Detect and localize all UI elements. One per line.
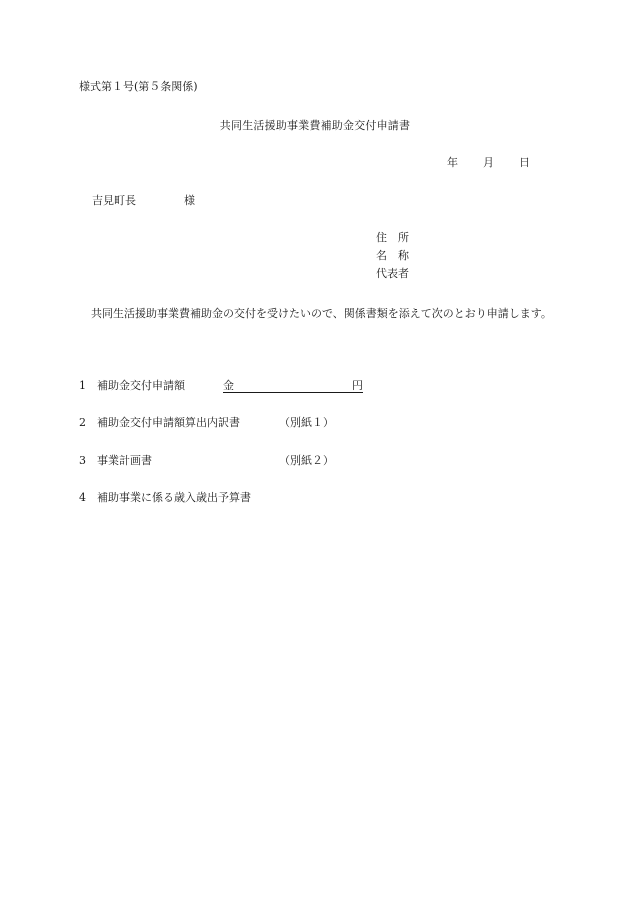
item-label: 事業計画書: [97, 454, 152, 467]
list-item-2: [79, 416, 334, 430]
applicant-block: [376, 231, 409, 285]
body-text: 共同生活援助事業費補助金の交付を受けたいので、関係書類を添えて次のとおり申請します。: [91, 307, 552, 320]
representative-label: 代表者: [376, 267, 409, 280]
addressee-name: 吉見町長: [92, 194, 136, 207]
item-label: 補助金交付申請額算出内訳書: [97, 416, 240, 429]
list-item-3: [79, 454, 334, 468]
list-item-4: [79, 491, 251, 505]
address-label: 住 所: [376, 231, 409, 244]
date-month-label: 月: [483, 156, 494, 169]
item-number: 4: [79, 491, 86, 504]
item-number: 1: [79, 379, 86, 392]
item-note: （別紙１）: [279, 416, 334, 429]
item-label: 補助金交付申請額: [97, 379, 185, 392]
addressee-honorific: 様: [184, 194, 195, 207]
list-item-1: [79, 379, 363, 393]
item-note: （別紙２）: [279, 454, 334, 467]
form-number: 様式第１号(第５条関係): [79, 80, 198, 93]
item-number: 3: [79, 454, 86, 467]
amount-field: [223, 379, 363, 393]
name-label: 名 称: [376, 249, 409, 262]
item-number: 2: [79, 416, 86, 429]
date-day-label: 日: [519, 156, 530, 169]
addressee: [92, 194, 195, 208]
amount-suffix: 円: [352, 379, 363, 392]
document-title: 共同生活援助事業費補助金交付申請書: [219, 119, 411, 132]
amount-prefix: 金: [223, 379, 234, 392]
item-label: 補助事業に係る歳入歳出予算書: [97, 491, 251, 504]
date-year-label: 年: [447, 156, 458, 169]
date-line: [447, 156, 530, 170]
